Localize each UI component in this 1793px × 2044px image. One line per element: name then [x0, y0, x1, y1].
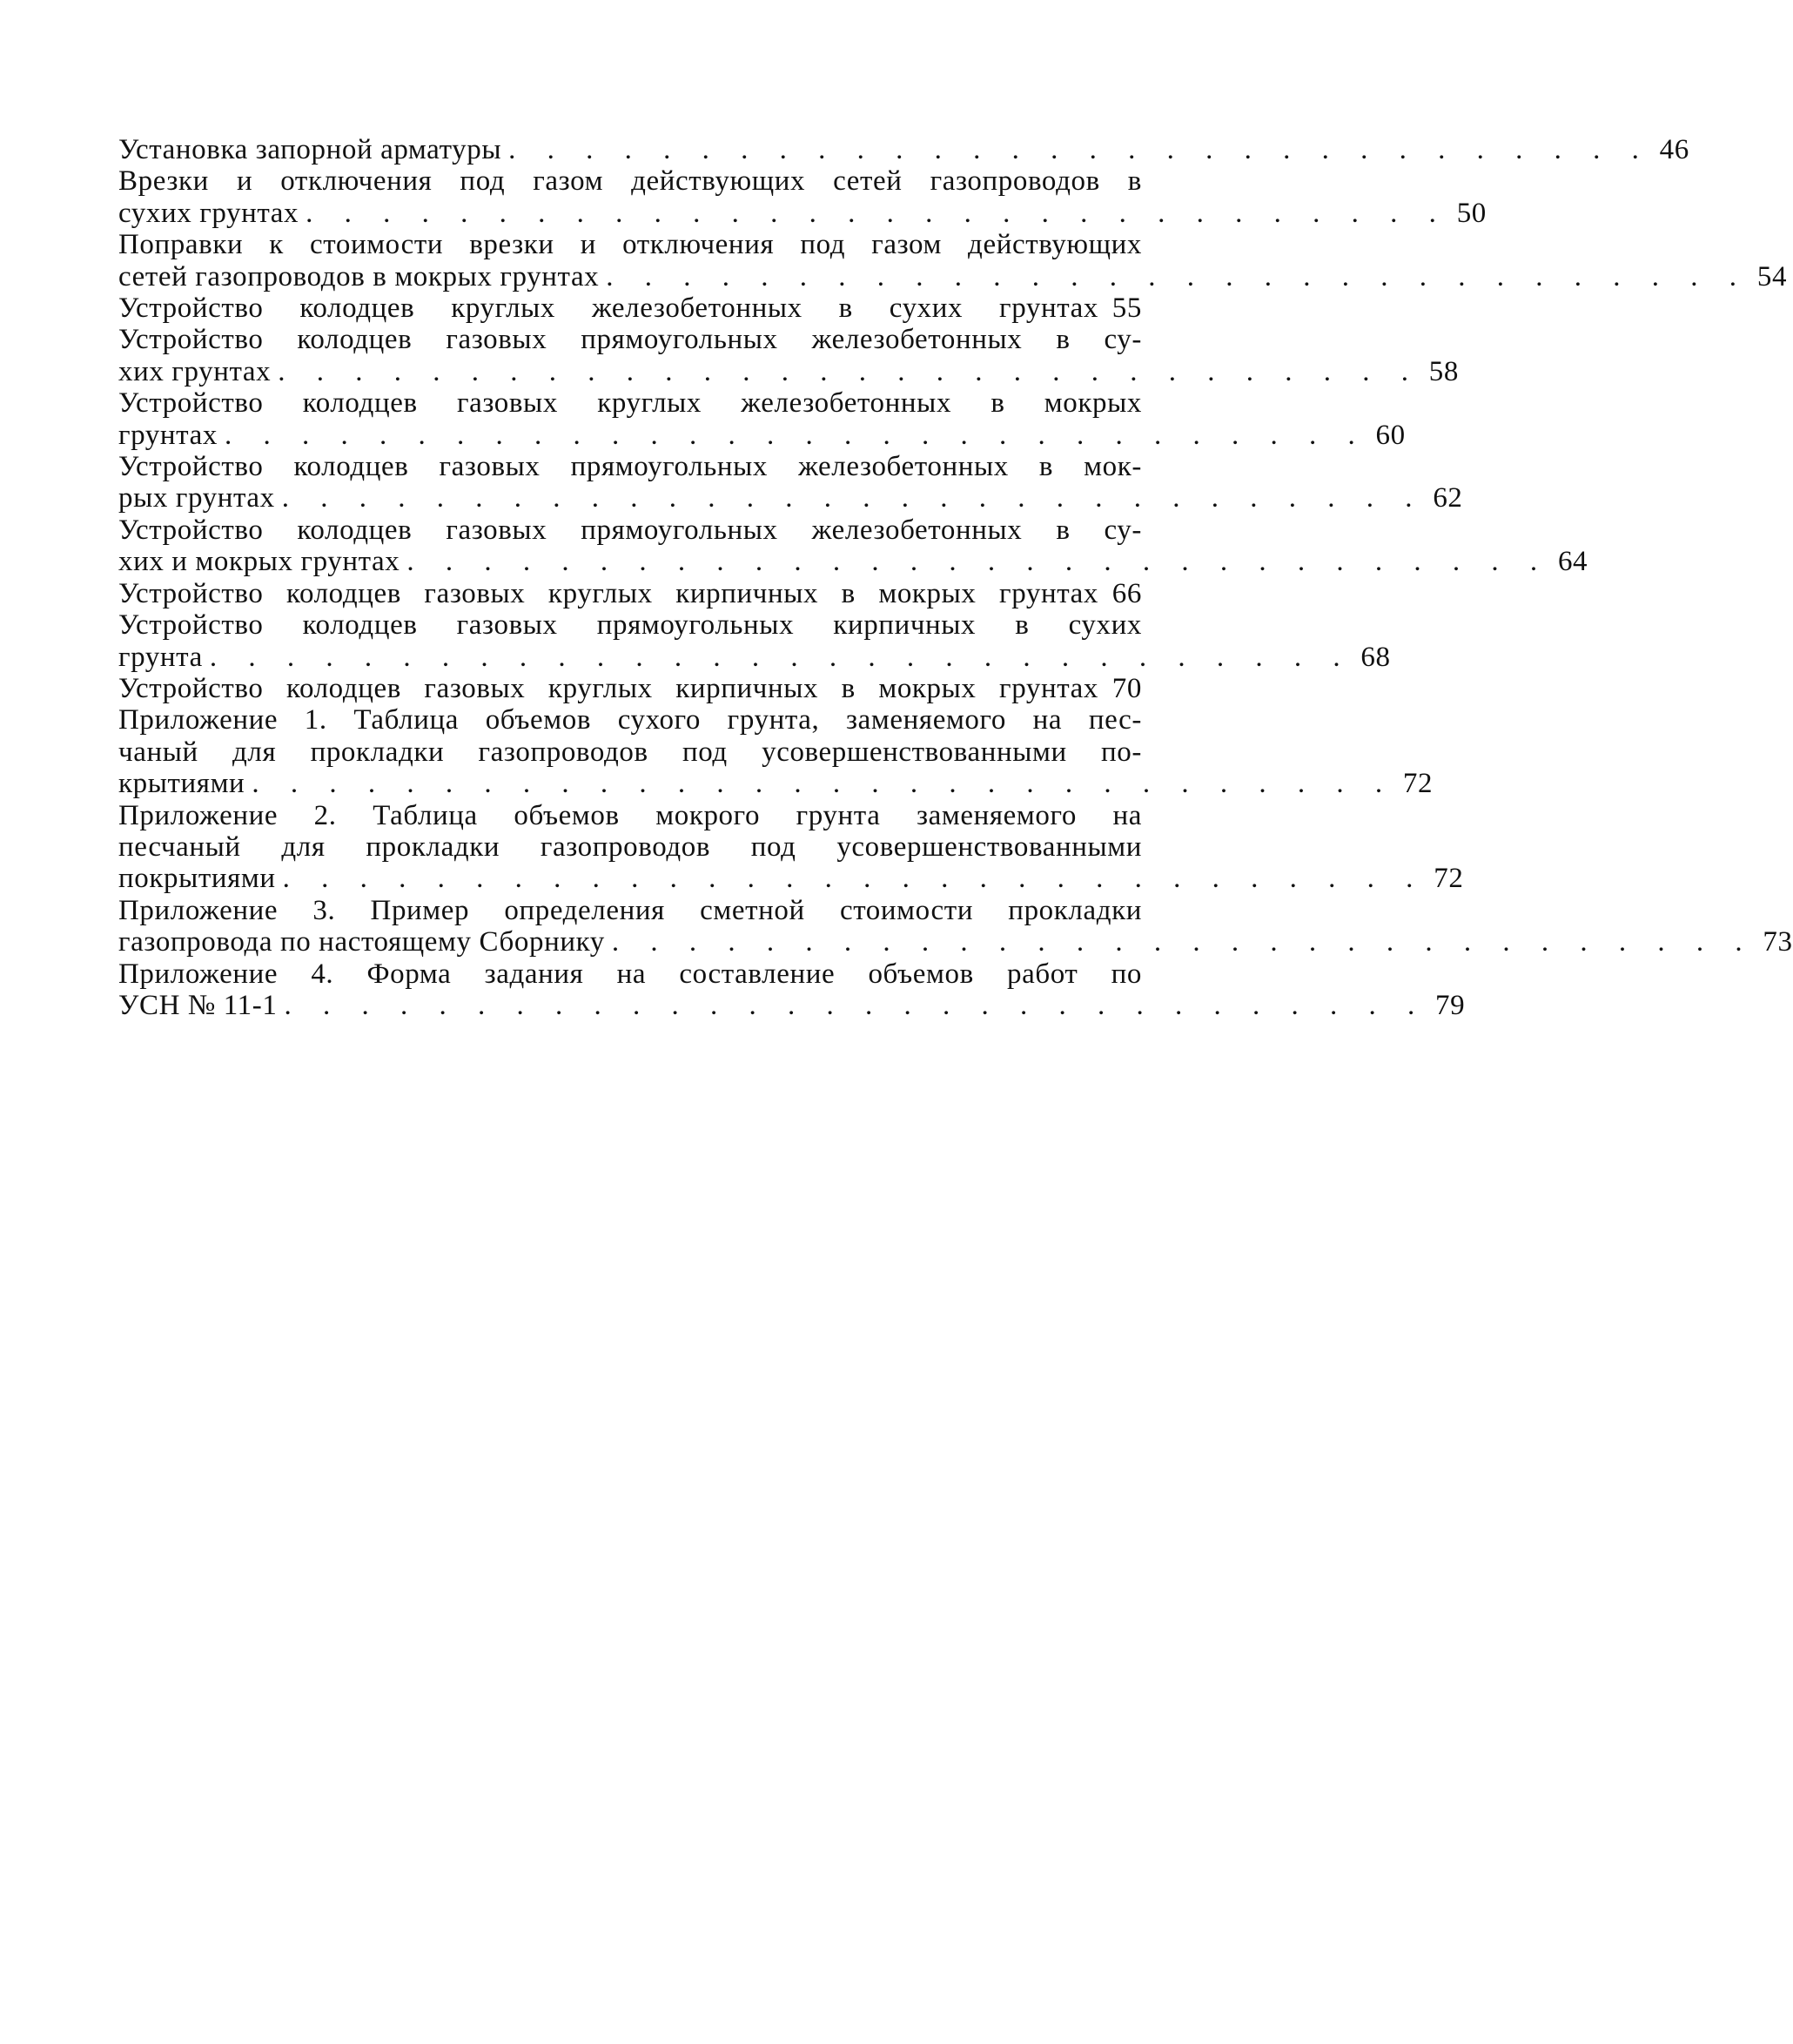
toc-entry-last-line	[118, 292, 1142, 324]
toc-page-number: 50	[1456, 197, 1487, 229]
toc-entry-line: Приложение 3. Пример определения сметной стоимости прокладки	[118, 894, 1142, 926]
toc-entry	[118, 134, 1689, 165]
dot-leader: . . . . . . . . . . . . . . . . . . . . . . . . . . . . . .	[406, 546, 1550, 578]
dot-leader: . . . . . . . . . . . . . . . . . . . . . . . . . . . . . .	[224, 419, 1367, 451]
toc-entry-line: Устройство колодцев газовых прямоугольных железобетонных в су-	[118, 324, 1142, 356]
table-of-contents	[118, 134, 1793, 1021]
toc-page-number: 46	[1659, 134, 1689, 165]
toc-entry-line: крытиями	[118, 768, 245, 800]
dot-leader: . . . . . . . . . . . . . . . . . . . . . . . . . . . . . .	[282, 863, 1426, 895]
toc-entry-last-line	[118, 260, 1788, 292]
toc-entry-line: рых грунтах	[118, 482, 275, 514]
toc-entry	[118, 609, 1391, 673]
toc-entry-line: Поправки к стоимости врезки и отключения под газом действующих	[118, 229, 1142, 261]
toc-entry-line: песчаный для прокладки газопроводов под усовершенствованными	[118, 830, 1142, 863]
dot-leader: . . . . . . . . . . . . . . . . . . . . . . . . . . . . . .	[508, 134, 1651, 165]
toc-entry	[118, 514, 1588, 578]
toc-entry-line: грунта	[118, 641, 203, 673]
toc-entry	[118, 704, 1434, 800]
dot-leader: . . . . . . . . . . . . . . . . . . . . . . . . . . . . . .	[611, 926, 1755, 958]
toc-entry-last-line	[118, 863, 1464, 895]
toc-entry-line: хих грунтах	[118, 355, 272, 387]
toc-page-number: 54	[1756, 260, 1788, 292]
toc-entry-last-line	[118, 768, 1434, 800]
toc-page-number: 58	[1428, 355, 1459, 387]
toc-page-number: 60	[1375, 419, 1406, 451]
toc-entry-last-line	[118, 197, 1487, 229]
toc-entry	[118, 799, 1464, 895]
toc-page-number: 72	[1402, 768, 1434, 800]
dot-leader: . . . . . . . . . . . . . . . . . . . . . . . . . . . . . .	[278, 355, 1420, 387]
toc-entry-last-line	[118, 989, 1466, 1021]
toc-entry-title: Устройство колодцев круглых железобетонных в сухих грунтах	[118, 292, 1098, 325]
toc-entry-line: покрытиями	[118, 863, 276, 895]
toc-entry	[118, 894, 1793, 958]
toc-entry-last-line	[118, 673, 1142, 704]
toc-page-number: 68	[1360, 641, 1391, 673]
toc-entry-line: сетей газопроводов в мокрых грунтах	[118, 260, 600, 292]
toc-entry	[118, 229, 1788, 292]
toc-page-number: 62	[1433, 482, 1463, 514]
toc-entry	[118, 324, 1459, 387]
toc-entry-last-line	[118, 419, 1406, 451]
toc-entry-line: Приложение 2. Таблица объемов мокрого грунта заменяемого на	[118, 799, 1142, 831]
toc-entry-line: Приложение 1. Таблица объемов сухого грунта, заменяемого на пес-	[118, 704, 1142, 736]
toc-entry-last-line	[118, 134, 1689, 165]
toc-entry	[118, 451, 1463, 514]
toc-entry-line: газопровода по настоящему Сборнику	[118, 926, 605, 958]
toc-entry-last-line	[118, 641, 1391, 673]
toc-entry-last-line	[118, 926, 1793, 958]
toc-entry-line: сухих грунтах	[118, 197, 299, 229]
toc-entry-line: грунтах	[118, 419, 218, 451]
toc-entry-line: Устройство колодцев газовых прямоугольных кирпичных в сухих	[118, 609, 1142, 642]
toc-page-number: 70	[1111, 672, 1142, 704]
toc-entry	[118, 292, 1142, 324]
toc-entry	[118, 387, 1406, 451]
toc-entry-line: чаный для прокладки газопроводов под усовершенствованными по-	[118, 736, 1142, 768]
toc-entry	[118, 673, 1142, 704]
toc-entry-title: Установка запорной арматуры	[118, 134, 502, 165]
toc-entry-line: УСН № 11-1	[118, 989, 278, 1021]
toc-entry-title: Устройство колодцев газовых круглых кирпичных в мокрых грунтах	[118, 672, 1098, 704]
toc-entry-last-line	[118, 546, 1588, 578]
toc-entry-line: Устройство колодцев газовых прямоугольных железобетонных в мок-	[118, 451, 1142, 483]
toc-entry-line: Устройство колодцев газовых прямоугольных железобетонных в су-	[118, 514, 1142, 546]
toc-page-number: 73	[1763, 926, 1793, 958]
toc-entry-line: Приложение 4. Форма задания на составление объемов работ по	[118, 958, 1142, 990]
toc-entry-last-line	[118, 482, 1463, 514]
toc-entry-line: Врезки и отключения под газом действующих сетей газопроводов в	[118, 165, 1142, 198]
dot-leader: . . . . . . . . . . . . . . . . . . . . . . . . . . . . . .	[209, 641, 1353, 673]
toc-entry	[118, 578, 1142, 609]
toc-page-number: 79	[1435, 989, 1466, 1021]
toc-entry-last-line	[118, 355, 1459, 387]
dot-leader: . . . . . . . . . . . . . . . . . . . . . . . . . . . . . .	[281, 482, 1425, 514]
toc-entry-last-line	[118, 578, 1142, 609]
dot-leader: . . . . . . . . . . . . . . . . . . . . . . . . . . . . . .	[306, 197, 1448, 229]
toc-page-number: 55	[1111, 292, 1142, 325]
dot-leader: . . . . . . . . . . . . . . . . . . . . . . . . . . . . . .	[284, 989, 1427, 1021]
toc-page-number: 66	[1111, 577, 1142, 609]
dot-leader: . . . . . . . . . . . . . . . . . . . . . . . . . . . . . .	[252, 768, 1395, 800]
toc-entry	[118, 958, 1466, 1022]
toc-page-number: 72	[1434, 863, 1464, 895]
toc-entry-line: Устройство колодцев газовых круглых железобетонных в мокрых	[118, 387, 1142, 420]
toc-entry-title: Устройство колодцев газовых круглых кирпичных в мокрых грунтах	[118, 577, 1098, 609]
toc-page-number: 64	[1557, 546, 1588, 578]
toc-entry-line: хих и мокрых грунтах	[118, 546, 400, 578]
dot-leader: . . . . . . . . . . . . . . . . . . . . . . . . . . . . . .	[606, 260, 1749, 292]
toc-entry	[118, 165, 1487, 229]
